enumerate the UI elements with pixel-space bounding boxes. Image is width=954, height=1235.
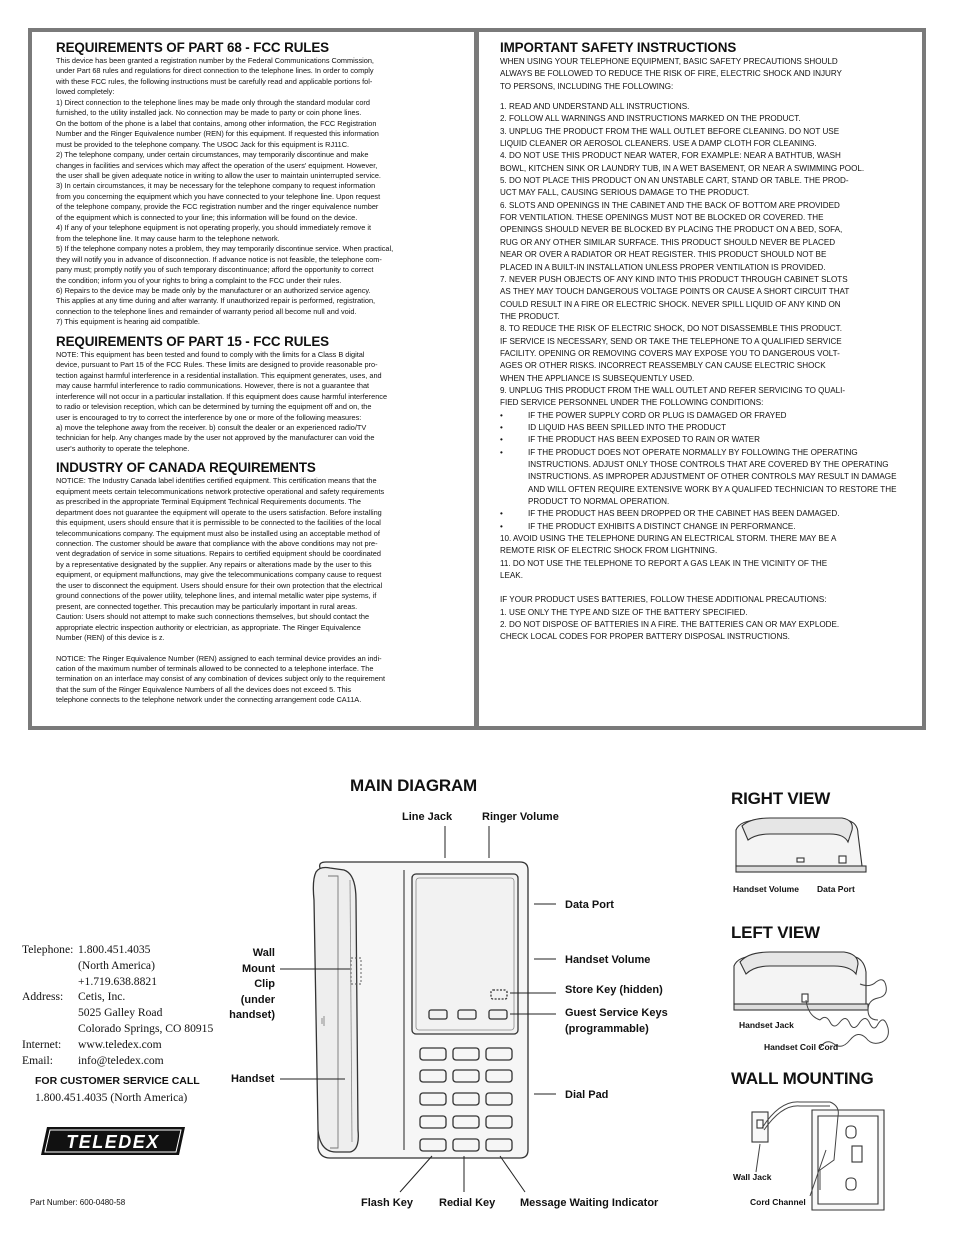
- customer-service-title: FOR CUSTOMER SERVICE CALL: [35, 1075, 200, 1087]
- customer-service-number: 1.800.451.4035 (North America): [35, 1091, 188, 1104]
- safety-bullet: • IF THE PRODUCT HAS BEEN DROPPED OR THE CABINET HAS BEEN DAMAGED.: [500, 509, 840, 519]
- safety-bullet: • IF THE PRODUCT DOES NOT OPERATE NORMALLY BY FOLLOWING THE OPERATING INSTRUCTIONS. ADJUST ONLY THOSE CONTROLS THAT ARE COVERED BY THE OPERATING INSTRUCTIONS. AS IMPROPER ADJUSTMENT OF OTHER CONTROLS MAY RESULT IN DAMAGE AND WILL OFTEN REQUIRE EXTENSIVE WORK BY A QUALIFED TECHNICIAN TO RESTORE THE PRODUCT TO NORMAL OPERATION.: [500, 447, 897, 507]
- safety-bullet: • IF THE PRODUCT HAS BEEN EXPOSED TO RAIN OR WATER: [500, 435, 760, 445]
- email-link[interactable]: info@teledex.com: [78, 1053, 164, 1067]
- dial-pad-label: Dial Pad: [565, 1089, 609, 1101]
- part68-body: This device has been granted a registration number by the Federal Communications Commission, under Part 68 rules and regulations for direct connection to the telephone lines. In order to comply with these FCC rules, the following instructions must be carefully read and applicable portions fol- lowed completely: 1) Direct connection to the telephone lines may be made only through the standard modular cord furnished, to the utility installed jack. No connection may be made to party or coin phone lines. On the bottom of the phone is a label that contains, among other information, the FCC Registration Number and the Ringer Equivalence number (REN) for this equipment. If requested this information must be provided to the telephone company. The USOC Jack for this equipment is RJ11C. 2) The telephone company, under certain circumstances, may temporarily discontinue and make changes in facilities and services which may affect the operation of the users' equipment. However, the user shall be given adequate notice in writing to allow the user to maintain uninterrupted service. 3) In certain circumstances, it may be necessary for the telephone company to request information from you concerning the equipment which you have connected to your telephone line. Upon request of the telephone company, provide the FCC registration number and the ringer equivalence number of the equipment which is connected to your line; this information will be found on the device. 4) If any of your telephone equipment is not operating properly, you should immediately remove it from the telephone line. It may cause harm to the telephone network. 5) If the telephone company notes a problem, they may temporarily discontinue service. When practical, they will notify you in advance of disconnection. If advance notice is not feasible, the telephone com- pany must; promptly notify you of such temporary discontinuance; afford the opportunity to correct the condition; inform you of your rights to bring a complaint to the FCC under their rules. 6) Repairs to the device may be made only by the manufacturer or an authorized service agency. This applies at any time during and after warranty. If unauthorized repair is performed, registration, connection to the telephone lines and remainder of warranty period all become null and void. 7) This equipment is hearing aid compatible.: [56, 56, 394, 327]
- battery-precautions: IF YOUR PRODUCT USES BATTERIES, FOLLOW THESE ADDITIONAL PRECAUTIONS: 1. USE ONLY THE TYPE AND SIZE OF THE BATTERY SPECIFIED. 2. DO NOT DISPOSE OF BATTERIES IN A FIRE. THE BATTERIES CAN OR MAY EXPLODE. CHECK LOCAL CODES FOR PROPER BATTERY DISPOSAL INSTRUCTIONS.: [500, 595, 840, 642]
- contact-block: Telephone: 1.800.451.4035 (North America) +1.719.638.8821 Address: Cetis, Inc. 5025 Galley Road Colorado Springs, CO 80915 Internet: www.teledex.com Email: info@teledex.com: [22, 943, 214, 1067]
- part-number: Part Number: 600-0480-58: [30, 1198, 126, 1207]
- safety-bullet: • IF THE POWER SUPPLY CORD OR PLUG IS DAMAGED OR FRAYED: [500, 410, 787, 420]
- rv-data-port-label: Data Port: [817, 884, 855, 894]
- canada-ren-notice: NOTICE: The Ringer Equivalence Number (REN) assigned to each terminal device provides an indi- cation of the maximum number of terminals allowed to be connected to a telephone interface. The termination on an interface may consist of any combination of devices subject only to the requirement that the sum of the Ringer Equivalence Numbers of all the devices does not exceed 5. This telephone connects to the telephone network under the connecting arrangement code CA11A.: [56, 653, 386, 705]
- lv-coil-cord-label: Handset Coil Cord: [764, 1042, 839, 1052]
- safety-items-10-11: 10. AVOID USING THE TELEPHONE DURING AN ELECTRICAL STORM. THERE MAY BE A REMOTE RISK OF ELECTRIC SHOCK FROM LIGHTNING. 11. DO NOT USE THE TELEPHONE TO REPORT A GAS LEAK IN THE VICINITY OF THE LEAK.: [500, 534, 837, 581]
- wm-wall-jack-label: Wall Jack: [733, 1172, 772, 1182]
- contact-address: Address: Cetis, Inc.: [22, 990, 126, 1004]
- ringer-volume-label: Ringer Volume: [482, 811, 559, 823]
- wall-clip-label: Wall Mount Clip (under handset): [229, 947, 275, 1021]
- safety-title: IMPORTANT SAFETY INSTRUCTIONS: [500, 40, 737, 55]
- wm-cord-channel-label: Cord Channel: [750, 1197, 806, 1207]
- main-diagram-title: MAIN DIAGRAM: [350, 776, 477, 795]
- line-jack-label: Line Jack: [402, 811, 453, 823]
- contact-internet: Internet: www.teledex.com: [22, 1037, 162, 1051]
- canada-title: INDUSTRY OF CANADA REQUIREMENTS: [56, 460, 316, 476]
- right-view-title: RIGHT VIEW: [731, 789, 831, 808]
- safety-intro: WHEN USING YOUR TELEPHONE EQUIPMENT, BASIC SAFETY PRECAUTIONS SHOULD ALWAYS BE FOLLOWED TO REDUCE THE RISK OF FIRE, ELECTRIC SHOCK AND INJURY TO PERSONS, INCLUDING THE FOLLOWING:: [500, 57, 842, 91]
- part15-title: REQUIREMENTS OF PART 15 - FCC RULES: [56, 333, 330, 349]
- guest-keys-label: Guest Service Keys: [565, 1007, 668, 1019]
- teledex-logo: [39, 1125, 187, 1157]
- website-link[interactable]: www.teledex.com: [78, 1037, 162, 1051]
- logo-text: TELEDEX: [66, 1132, 160, 1152]
- lv-handset-jack-label: Handset Jack: [739, 1020, 794, 1030]
- safety-bullet: • ID LIQUID HAS BEEN SPILLED INTO THE PRODUCT: [500, 422, 727, 432]
- telephone-note: (North America): [78, 958, 155, 972]
- store-key-label: Store Key (hidden): [565, 984, 663, 996]
- rv-handset-volume-label: Handset Volume: [733, 884, 799, 894]
- wall-mounting-title: WALL MOUNTING: [731, 1069, 874, 1088]
- handset-volume-label: Handset Volume: [565, 954, 651, 966]
- handset-label: Handset: [231, 1073, 275, 1085]
- safety-items-1-9: 1. READ AND UNDERSTAND ALL INSTRUCTIONS. 2. FOLLOW ALL WARNINGS AND INSTRUCTIONS MARKED ON THE PRODUCT. 3. UNPLUG THE PRODUCT FROM THE WALL OUTLET BEFORE CLEANING. DO NOT USE LIQUID CLEANER OR AEROSOL CLEANERS. USE A DAMP CLOTH FOR CLEANING. 4. DO NOT USE THIS PRODUCT NEAR WATER, FOR EXAMPLE: NEAR A BATHTUB, WASH BOWL, KITCHEN SINK OR LAUNDRY TUB, IN A WET BASEMENT, OR NEAR A SWIMMING POOL. 5. DO NOT PLACE THIS PRODUCT ON AN UNSTABLE CART, STAND OR TABLE. THE PROD- UCT MAY FALL, CAUSING SERIOUS DAMAGE TO THE PRODUCT. 6. SLOTS AND OPENINGS IN THE CABINET AND THE BACK OF BOTTOM ARE PROVIDED FOR VENTILATION. THESE OPENINGS MUST NOT BE BLOCKED OR COVERED. THE OPENINGS SHOULD NEVER BE BLOCKED BY PLACING THE PRODUCT ON A BED, SOFA, RUG OR ANY OTHER SIMILAR SURFACE. THIS PRODUCT SHOULD NEVER BE PLACED NEAR OR OVER A RADIATOR OR HEAT REGISTER. THIS PRODUCT SHOULD NOT BE PLACED IN A BUILT-IN INSTALLATION UNLESS PROPER VENTILATION IS PROVIDED. 7. NEVER PUSH OBJECTS OF ANY KIND INTO THIS PRODUCT THROUGH CABINET SLOTS AS THEY MAY TOUCH DANGEROUS VOLTAGE POINTS OR CAUSE A SHORT CIRCUIT THAT COULD RESULT IN A FIRE OR ELECTRIC SHOCK. NEVER SPILL LIQUID OF ANY KIND ON THE PRODUCT. 8. TO REDUCE THE RISK OF ELECTRIC SHOCK, DO NOT DISASSEMBLE THIS PRODUCT. IF SERVICE IS NECESSARY, SEND OR TAKE THE TELEPHONE TO A QUALIFIED SERVICE FACILITY. OPENING OR REMOVING COVERS MAY EXPOSE YOU TO DANGEROUS VOLT- AGES OR OTHER RISKS. INCORRECT REASSEMBLY CAN CAUSE ELECTRIC SHOCK WHEN THE APPLIANCE IS SUBSEQUENTLY USED. 9. UNPLUG THIS PRODUCT FROM THE WALL OUTLET AND REFER SERVICING TO QUALI- FIED SERVICE PERSONNEL UNDER THE FOLLOWING CONDITIONS:: [500, 102, 865, 408]
- redial-key-label: Redial Key: [439, 1197, 496, 1209]
- left-view-title: LEFT VIEW: [731, 923, 820, 942]
- part15-body: NOTE: This equipment has been tested and found to comply with the limits for a Class B digital device, pursuant to Part 15 of the FCC Rules. These limits are designed to provide reasonable pro- tection against harmful interference in a residential installation. This equipment generates, uses, and may cause harmful interference to radio communications. However, there is not a guarantee that interference will not occur in a particular installation. If this equipment does cause harmful interference to radio or television reception, which can be determined by turning the equipment off and on, the user is encouraged to try to correct the interference by one or more of the following measures: a) move the telephone away from the receiver. b) consult the dealer or an experienced radio/TV technician for help. Any changes made by the user not approved by the manufacturer can void the user's authority to operate the telephone.: [56, 349, 388, 453]
- guest-keys-sublabel: (programmable): [565, 1023, 649, 1035]
- telephone-intl: +1.719.638.8821: [78, 974, 157, 988]
- mwi-label: Message Waiting Indicator: [520, 1197, 659, 1209]
- data-port-label: Data Port: [565, 899, 614, 911]
- part68-title: REQUIREMENTS OF PART 68 - FCC RULES: [56, 40, 330, 55]
- contact-email: Email: info@teledex.com: [22, 1053, 164, 1067]
- flash-key-label: Flash Key: [361, 1197, 413, 1209]
- canada-body: NOTICE: The Industry Canada label identifies certified equipment. This certification means that the equipment meets certain telecommunications network protective operational and safety requirements as prescribed in the appropriate Terminal Equipment Technical Requirements documents. The department does not guarantee the equipment will operate to the users satisfaction. Before installing this equipment, users should ensure that it is permissible to be connected to the facilities of the local telecommunications company. The equipment must also be installed using an acceptable method of connection. The customer should be aware that compliance with the above conditions may not pre- vent degradation of service in some situations. Repairs to certified equipment should be coordinated by a representative designated by the supplier. Any repairs or alterations made by the user to this equipment, or equipment malfunctions, may give the telecommunications company cause to request the user to disconnect the equipment. Users should ensure for their own protection that the electrical ground connections of the power utility, telephone lines, and internal metallic water pipe systems, if present, are connected together. This precaution may be particularly important in rural areas. Caution: Users should not attempt to make such connections themselves, but should contact the appropriate electric inspection authority or electrician, as appropriate. The Ringer Equivalence Number (REN) of this device is z.: [56, 476, 385, 643]
- contact-telephone: Telephone: 1.800.451.4035: [22, 943, 151, 956]
- safety-bullet: • IF THE PRODUCT EXHIBITS A DISTINCT CHANGE IN PERFORMANCE.: [500, 521, 796, 531]
